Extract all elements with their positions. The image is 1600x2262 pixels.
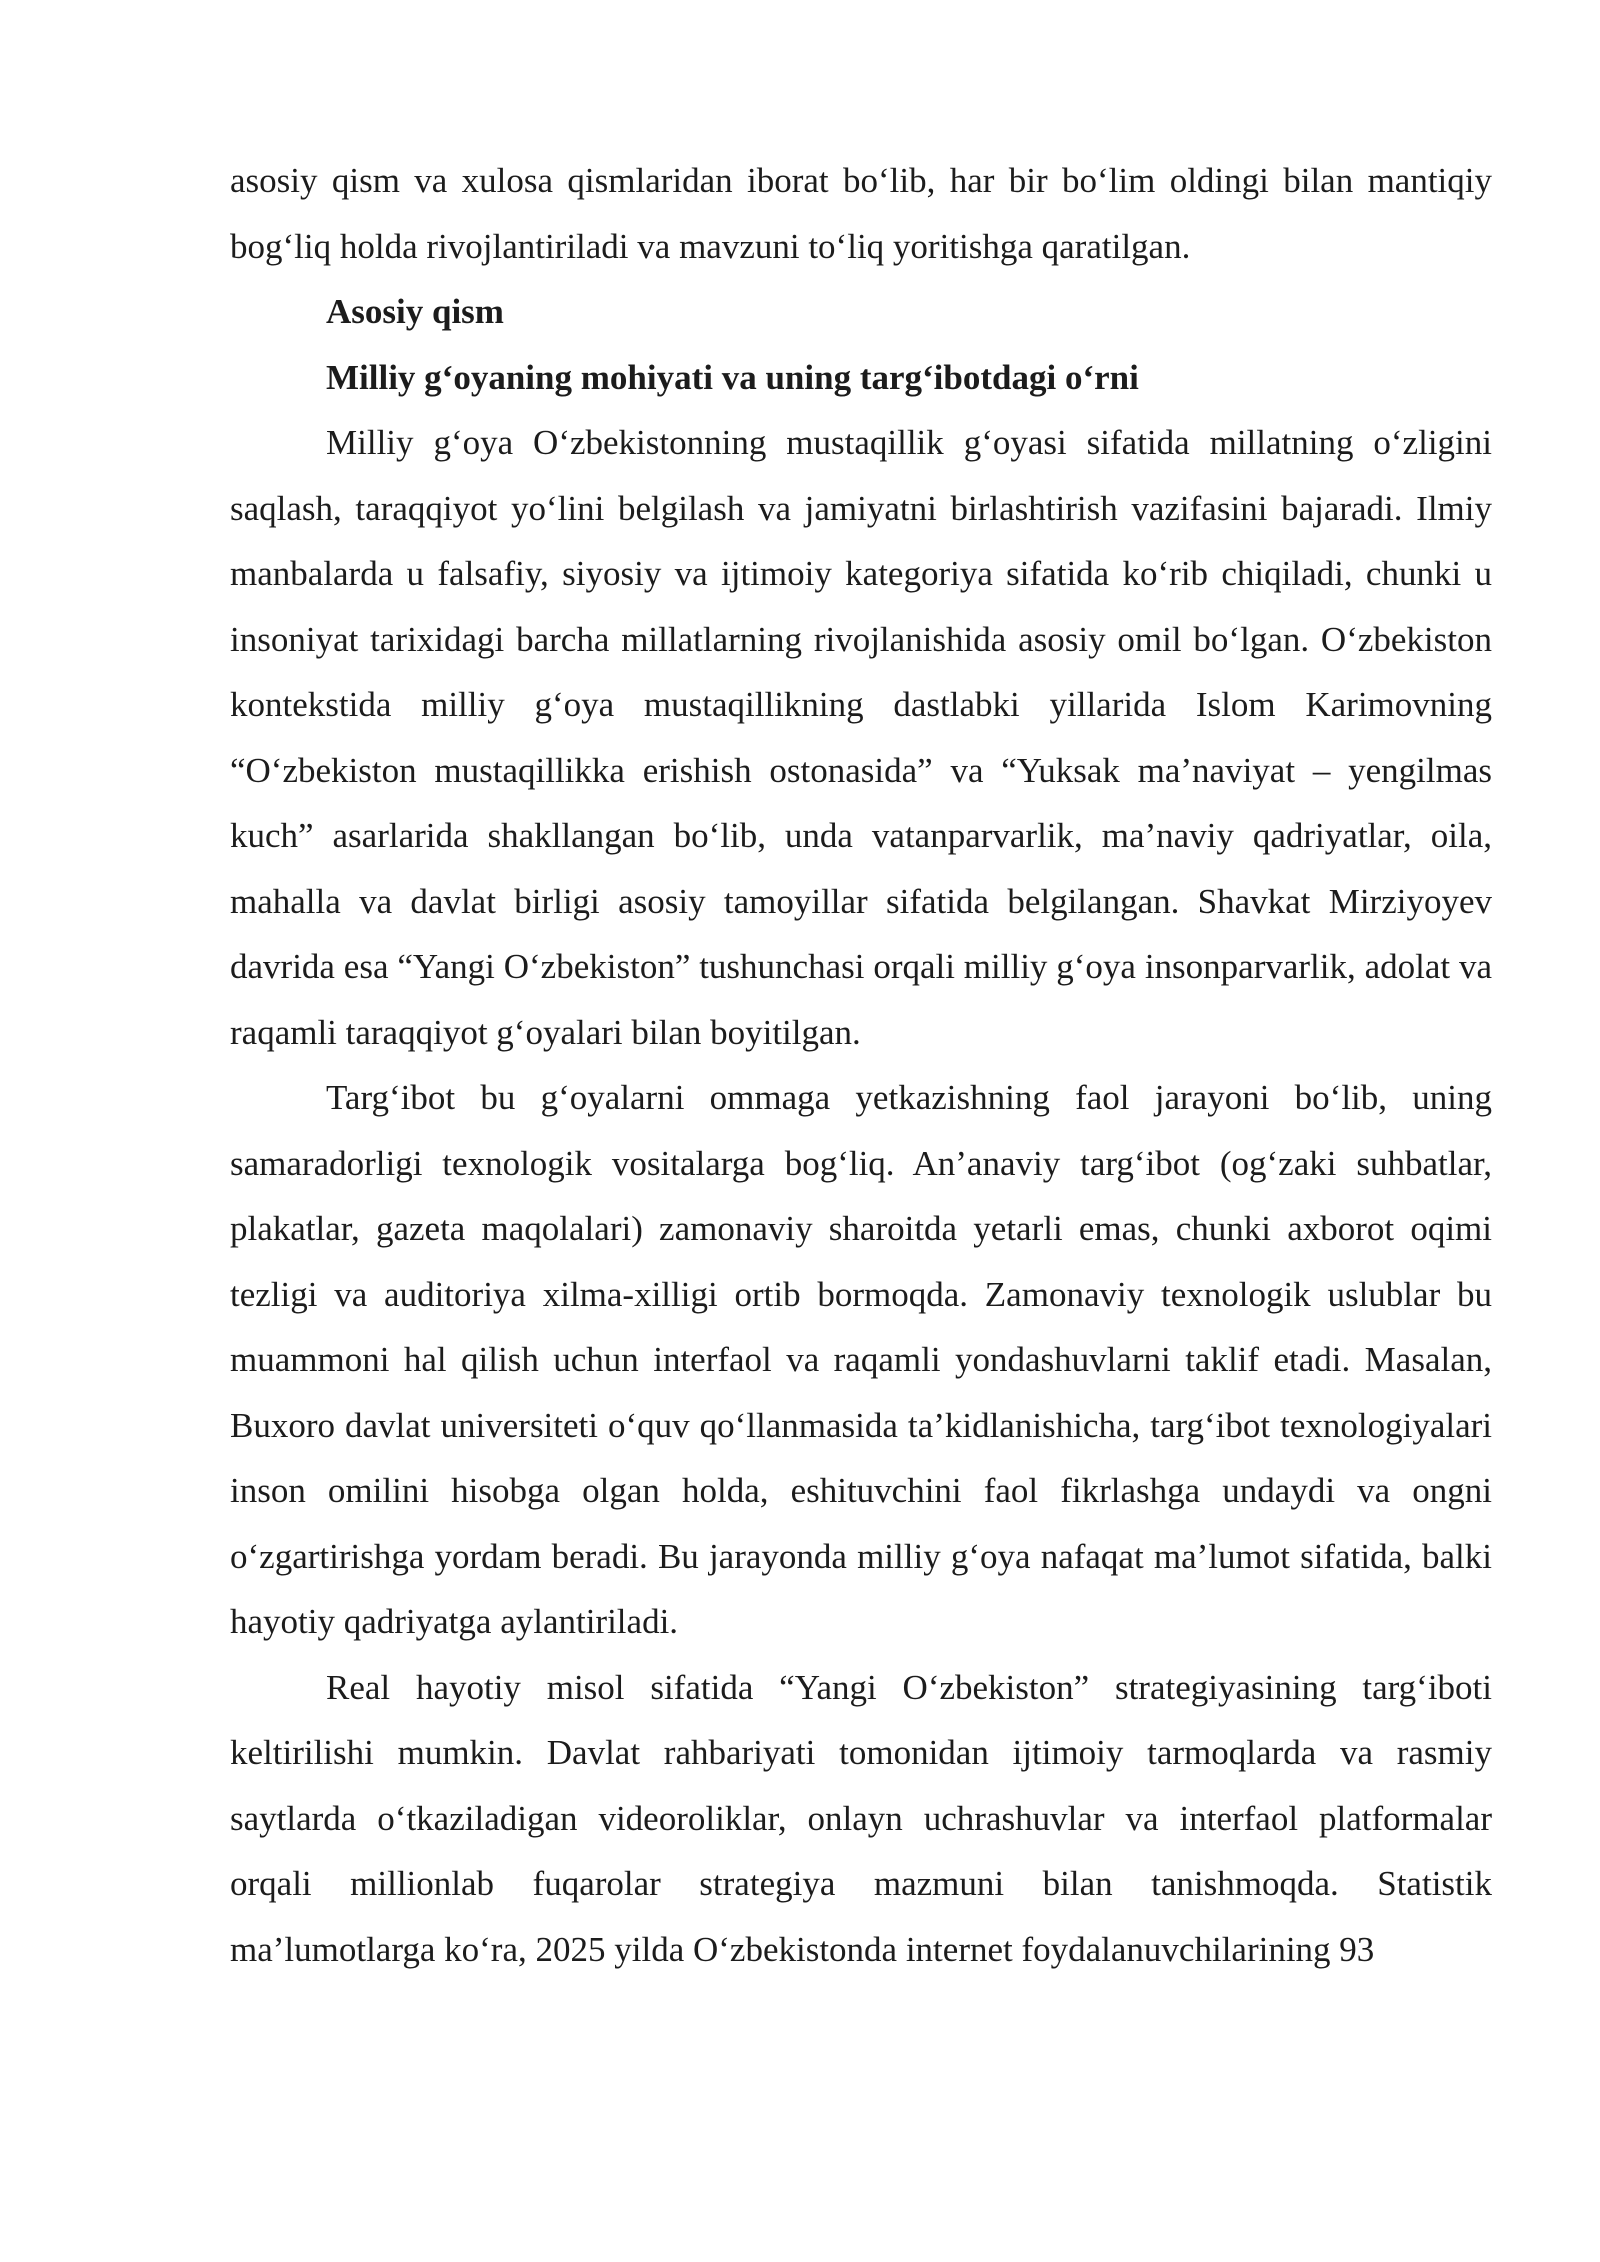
subsection-heading: Milliy g‘oyaning mohiyati va uning targ‘ibotdagi o‘rni <box>326 357 1139 397</box>
intro-paragraph: asosiy qism va xulosa qismlaridan iborat bo‘lib, har bir bo‘lim oldingi bilan mantiqiy bog‘liq holda rivojlantiriladi va mavzuni to‘liq yoritishga qaratilgan. <box>230 161 1492 266</box>
document-page <box>230 148 1492 1982</box>
body-paragraph-2: Targ‘ibot bu g‘oyalarni ommaga yetkazishning faol jarayoni bo‘lib, uning samaradorligi texnologik vositalarga bog‘liq. An’anaviy targ‘ibot (og‘zaki suhbatlar, plakatlar, gazeta maqolalari) zamonaviy sharoitda yetarli emas, chunki axborot oqimi tezligi va auditoriya xilma-xilligi ortib bormoqda. Zamonaviy texnologik uslublar bu muammoni hal qilish uchun interfaol va raqamli yondashuvlarni taklif etadi. Masalan, Buxoro davlat universiteti o‘quv qo‘llanmasida ta’kidlanishicha, targ‘ibot texnologiyalari inson omilini hisobga olgan holda, eshituvchini faol fikrlashga undaydi va ongni o‘zgartirishga yordam beradi. Bu jarayonda milliy g‘oya nafaqat ma’lumot sifatida, balki hayotiy qadriyatga aylantiriladi. <box>230 1078 1492 1641</box>
body-paragraph-1: Milliy g‘oya O‘zbekistonning mustaqillik g‘oyasi sifatida millatning o‘zligini saqlash, taraqqiyot yo‘lini belgilash va jamiyatni birlashtirish vazifasini bajaradi. Ilmiy manbalarda u falsafiy, siyosiy va ijtimoiy kategoriya sifatida ko‘rib chiqiladi, chunki u insoniyat tarixidagi barcha millatlarning rivojlanishida asosiy omil bo‘lgan. O‘zbekiston kontekstida milliy g‘oya mustaqillikning dastlabki yillarida Islom Karimovning “O‘zbekiston mustaqillikka erishish ostonasida” va “Yuksak ma’naviyat – yengilmas kuch” asarlarida shakllangan bo‘lib, unda vatanparvarlik, ma’naviy qadriyatlar, oila, mahalla va davlat birligi asosiy tamoyillar sifatida belgilangan. Shavkat Mirziyoyev davrida esa “Yangi O‘zbekiston” tushunchasi orqali milliy g‘oya insonparvarlik, adolat va raqamli taraqqiyot g‘oyalari bilan boyitilgan. <box>230 423 1492 1052</box>
section-heading: Asosiy qism <box>326 292 504 331</box>
body-paragraph-3: Real hayotiy misol sifatida “Yangi O‘zbekiston” strategiyasining targ‘iboti keltirilishi mumkin. Davlat rahbariyati tomonidan ijtimoiy tarmoqlarda va rasmiy saytlarda o‘tkaziladigan videoroliklar, onlayn uchrashuvlar va interfaol platformalar orqali millionlab fuqarolar strategiya mazmuni bilan tanishmoqda. Statistik ma’lumotlarga ko‘ra, 2025 yilda O‘zbekistonda internet foydalanuvchilarining 93 <box>230 1667 1492 1969</box>
